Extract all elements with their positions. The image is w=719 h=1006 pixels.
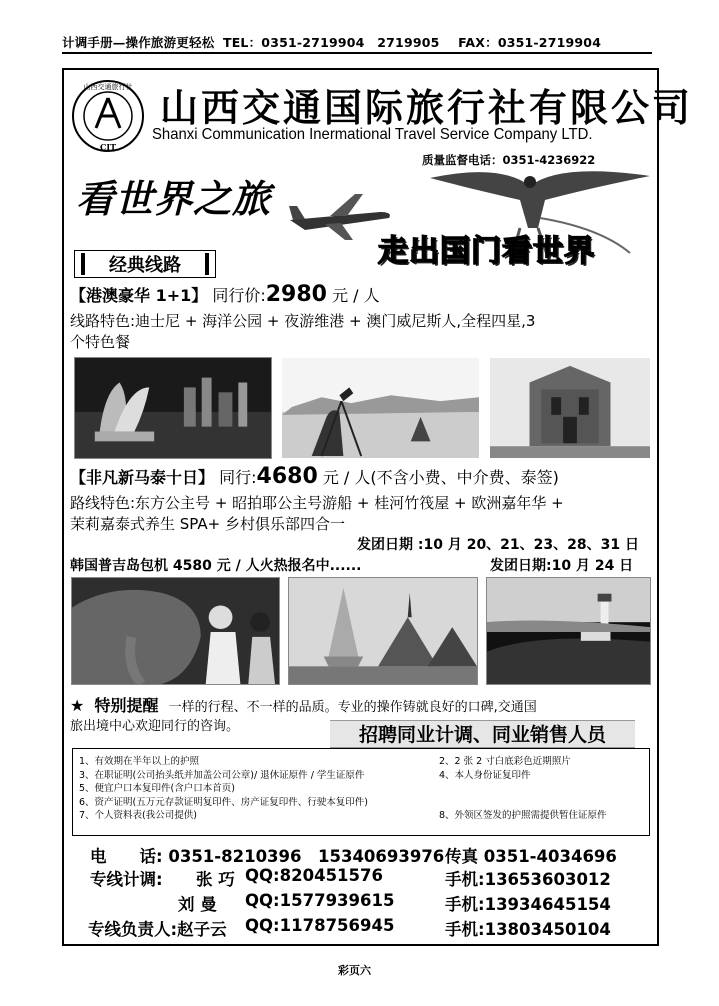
route-2-price-label: 同行: (219, 468, 257, 487)
company-logo (70, 78, 146, 154)
requirements-box (72, 748, 650, 836)
route-2-price: 4680 (256, 464, 318, 489)
fax-line (445, 843, 617, 867)
company-name-en: Shanxi Communication Inermational Travel Service Company LTD. (152, 126, 593, 143)
fax-label: 传真 (445, 847, 478, 866)
requirement-row: 7、个人资料表(我公司提供) 8、外领区签发的护照需提供暂住证原件 (79, 810, 607, 821)
operator-label: 专线计调: (90, 870, 163, 889)
route-2-header (70, 464, 559, 489)
header-rule (62, 52, 652, 54)
page-number: 彩页六 (338, 964, 371, 977)
section-badge (74, 250, 216, 278)
route-1-header (70, 282, 380, 307)
header-slogan: 计调手册—操作旅游更轻松 (62, 35, 215, 50)
photo-macau-ruins (489, 357, 651, 459)
route-1-price-label: 同行价: (212, 286, 266, 305)
logo-text: 山西交通旅行社 (83, 83, 133, 91)
route-2-features-2: 茉莉嘉泰式养生 SPA+ 乡村俱乐部四合一 (70, 515, 345, 533)
photo-hongkong-night (74, 357, 272, 459)
route-1-features-2: 个特色餐 (70, 333, 131, 351)
manager-label: 专线负责人:赵子云 (88, 920, 227, 939)
manager-qq: QQ:1178756945 (245, 916, 395, 935)
header-fax: FAX：0351-2719904 (458, 35, 602, 50)
photo-thai-temple (288, 577, 478, 685)
korea-dates: 发团日期:10 月 24 日 (490, 558, 634, 574)
operator-1-qq: QQ:820451576 (245, 866, 383, 885)
phone-value: 0351-8210396 15340693976 (168, 847, 445, 866)
notice-text-1: 一样的行程、不一样的品质。专业的操作铸就良好的口碑,交通国 (168, 700, 537, 715)
company-name-cn: 山西交通国际旅行社有限公司 (160, 86, 694, 130)
recruit-banner: 招聘同业计调、同业销售人员 (330, 720, 635, 748)
requirement-row: 6、资产证明(五万元存款证明复印件、房产证复印件、行驶本复印件) (79, 796, 368, 808)
operator-2-name: 刘 曼 (178, 895, 217, 914)
notice-line-1 (70, 693, 537, 716)
route-2-name: 【非凡新马泰十日】 (70, 468, 215, 487)
photo-lighthouse (486, 577, 651, 685)
top-header-line (62, 33, 652, 53)
route-1-price: 2980 (265, 282, 327, 307)
requirement-row: 1、有效期在半年以上的护照 2、2 张 2 寸白底彩色近期照片 (79, 756, 571, 767)
requirement-row: 3、在职证明(公司抬头纸并加盖公司公章)/ 退休证原件 / 学生证原件 4、本人身份证复印件 (79, 769, 531, 781)
manager-mobile: 手机:13803450104 (445, 920, 611, 939)
photo-harbor-camera (281, 357, 480, 459)
operator-1-mobile: 手机:13653603012 (445, 870, 611, 889)
section-title: 经典线路 (109, 255, 181, 276)
requirement-row: 5、便宜户口本复印件(含户口本首页) (79, 783, 235, 794)
korea-offer: 韩国普吉岛包机 4580 元 / 人火热报名中...... (70, 558, 362, 574)
banner-headline: 走出国门看世界 (378, 234, 595, 269)
banner-slogan: 看世界之旅 (76, 176, 272, 221)
notice-title: 特别提醒 (94, 696, 159, 715)
operator-1-name: 张 巧 (196, 870, 235, 889)
phone-label: 电 话: (90, 847, 163, 866)
operator-2-mobile: 手机:13934645154 (445, 895, 611, 914)
route-2-features: 路线特色:东方公主号 + 昭拍耶公主号游船 + 桂河竹筏屋 + 欧洲嘉年华 + (70, 494, 564, 512)
phone-line (90, 843, 444, 867)
fax-value: 0351-4034696 (483, 847, 617, 866)
logo-abbr: CIT (99, 142, 117, 152)
quality-hotline: 质量监督电话：0351-4236922 (422, 153, 596, 167)
operator-2-qq: QQ:1577939615 (245, 891, 395, 910)
route-1-features: 线路特色:迪士尼 + 海洋公园 + 夜游维港 + 澳门威尼斯人,全程四星,3 (70, 312, 536, 330)
route-1-unit: 元 / 人 (332, 286, 380, 305)
route-2-dates: 发团日期 :10 月 20、21、23、28、31 日 (357, 537, 639, 553)
header-tel: TEL：0351-2719904 2719905 (222, 35, 440, 50)
route-2-unit: 元 / 人(不含小费、中介费、泰签) (322, 468, 559, 487)
photo-elephant (71, 577, 280, 685)
notice-star-icon: ★ (70, 696, 85, 715)
route-1-name: 【港澳豪华 1+1】 (70, 286, 208, 305)
notice-text-2: 旅出境中心欢迎同行的咨询。 (70, 719, 240, 734)
